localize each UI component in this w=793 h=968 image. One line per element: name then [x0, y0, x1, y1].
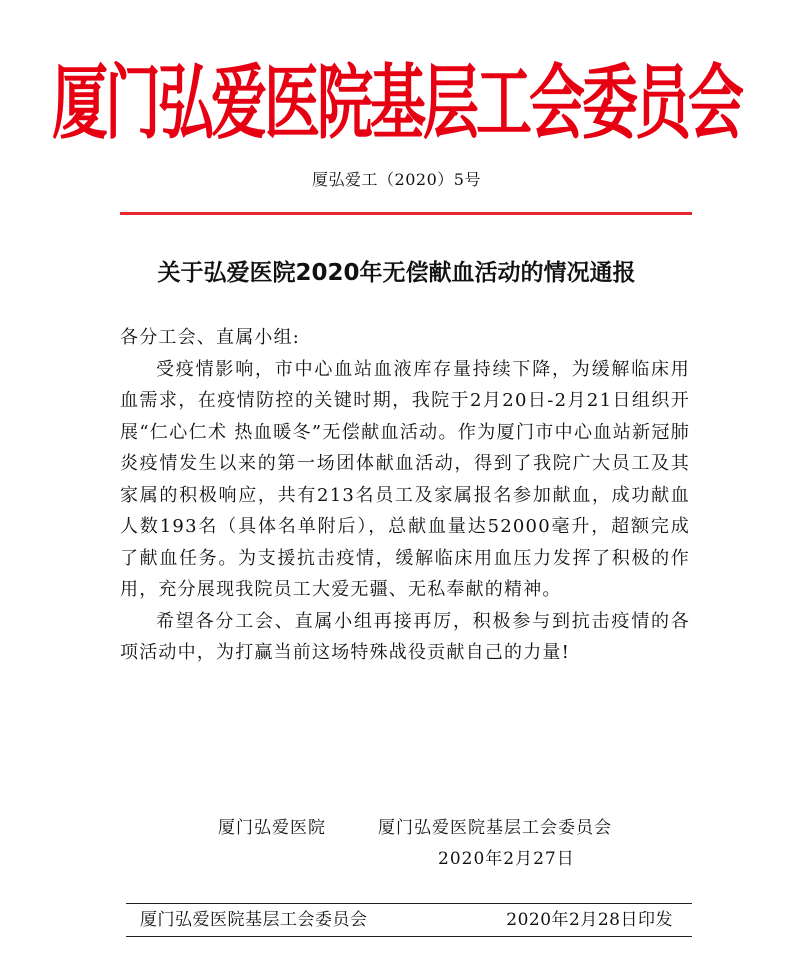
- red-divider: [120, 212, 692, 215]
- body-paragraph-2: 希望各分工会、直属小组再接再厉，积极参与到抗击疫情的各项活动中，为打赢当前这场特殊战役贡献自己的力量!: [120, 610, 690, 663]
- footer-issuer: 厦门弘爱医院基层工会委员会: [140, 910, 368, 930]
- footer-top-rule: [126, 903, 692, 904]
- document-number: 厦弘爱工（2020）5号: [312, 170, 481, 189]
- masthead-title: 厦门弘爱医院基层工会委员会: [52, 55, 741, 152]
- footer-bottom-rule: [126, 936, 692, 937]
- salutation: 各分工会、直属小组:: [120, 327, 301, 348]
- footer-print-date: 2020年2月28日印发: [506, 910, 673, 930]
- notice-body: [120, 322, 690, 669]
- signature-issuer-union: 厦门弘爱医院基层工会委员会: [378, 818, 612, 838]
- notice-title: 关于弘爱医院2020年无偿献血活动的情况通报: [157, 260, 636, 286]
- body-paragraph-1: 受疫情影响，市中心血站血液库存量持续下降，为缓解临床用血需求，在疫情防控的关键时期，我院于2月20日-2月21日组织开展“仁心仁术 热血暖冬”无偿献血活动。作为厦门市中心血站新冠肺炎疫情发生以来的第一场团体献血活动，得到了我院广大员工及其家属的积极响应，共有213名员工及家属报名参加献血，成功献血人数193名（具体名单附后），总献血量达52000毫升，超额完成了献血任务。为支援抗击疫情，缓解临床用血压力发挥了积极的作用，充分展现我院员工大爱无疆、无私奉献的精神。: [120, 358, 690, 600]
- signature-date: 2020年2月27日: [438, 849, 575, 869]
- signature-issuer-hospital: 厦门弘爱医院: [218, 818, 326, 838]
